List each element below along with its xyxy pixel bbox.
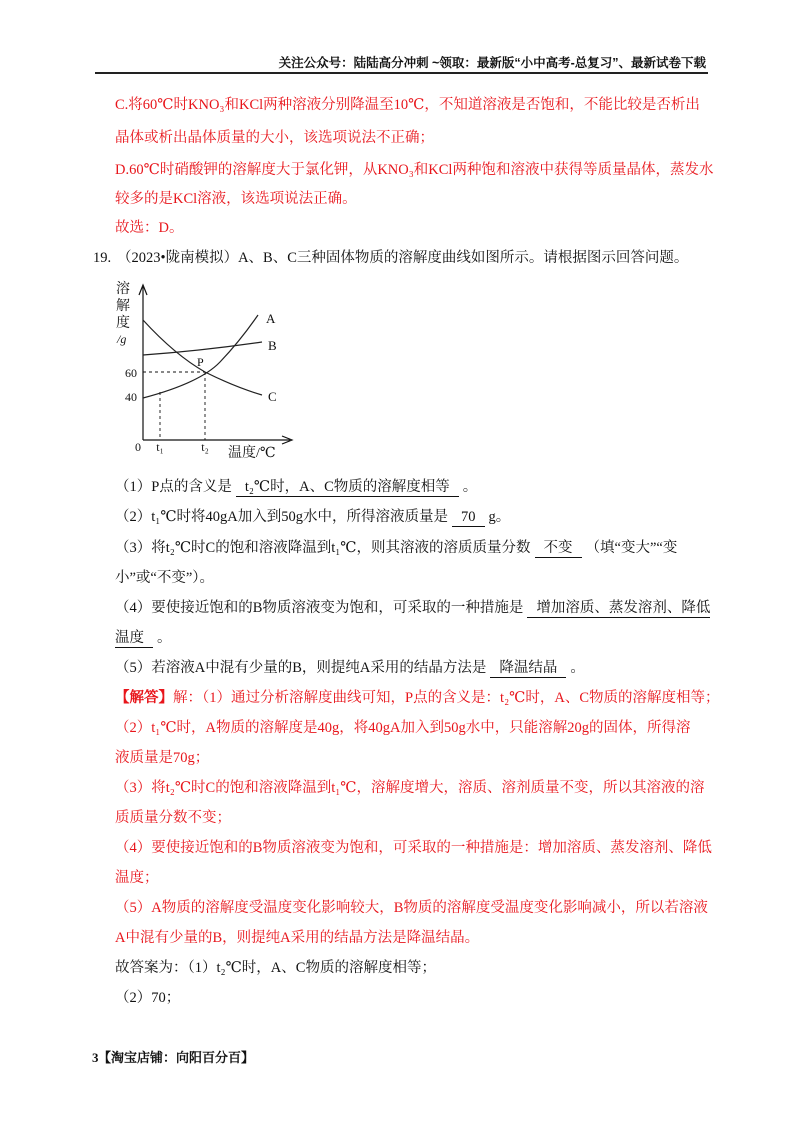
- part-prefix: （2）t₁℃时将40gA加入到50g水中，所得溶液质量是: [115, 509, 449, 525]
- part-suffix: 。: [157, 630, 172, 646]
- solution-line: 质质量分数不变；: [115, 810, 231, 826]
- part-prefix: （3）将t₂℃时C的饱和溶液降温到t₁℃，则其溶液的溶质质量分数: [115, 540, 531, 556]
- answer-blank-continuation: 温度: [115, 629, 153, 648]
- question-stem: （2023•陇南模拟）A、B、C三种固体物质的溶解度曲线如图所示。请根据图示回答问题。: [117, 250, 689, 266]
- y-axis-label-char: 解: [116, 299, 130, 314]
- x-tick-label: t₁: [156, 440, 164, 454]
- x-axis-label: 温度/℃: [228, 446, 276, 461]
- curve-a-label: A: [266, 311, 276, 326]
- answer-blank: 70: [452, 508, 485, 527]
- solution-line: 液质量是70g；: [115, 750, 210, 766]
- answer-line: （2）70；: [115, 990, 181, 1006]
- solution-first-line: [115, 688, 720, 708]
- origin-label: 0: [135, 440, 141, 454]
- curve-c-label: C: [268, 389, 277, 404]
- intersection-point-label: P: [197, 355, 204, 369]
- x-tick-label: t₂: [201, 440, 209, 454]
- part-prefix: （4）要使接近饱和的B物质溶液变为饱和，可采取的一种措施是: [115, 600, 524, 616]
- solution-line: （2）t₁℃时，A物质的溶解度是40g，将40gA加入到50g水中，只能溶解20g的固体，所得溶: [115, 720, 691, 736]
- answer-blank: 不变: [535, 539, 582, 558]
- header-divider: [95, 72, 708, 74]
- solution-line: （5）A物质的溶解度受温度变化影响较大，B物质的溶解度受温度变化影响减小，所以若溶液: [115, 900, 708, 916]
- y-axis-label-char: 度: [116, 316, 130, 331]
- question-part-3-continuation: 小”或“不变”）。: [115, 570, 215, 586]
- prev-solution-line: 晶体或析出晶体质量的大小，该选项说法不正确；: [115, 130, 434, 146]
- question-part-2: [115, 507, 510, 527]
- solution-line: A中混有少量的B，则提纯A采用的结晶方法是降温结晶。: [115, 930, 480, 946]
- question-number: 19.: [93, 250, 112, 266]
- curve-b: [143, 342, 262, 355]
- answer-blank: 降温结晶: [490, 659, 566, 678]
- part-suffix: （填“变大”“变: [585, 540, 678, 556]
- solution-label: 【解答】: [115, 690, 173, 706]
- question-part-1: [115, 477, 477, 497]
- y-axis-label-char: 溶: [116, 282, 130, 297]
- y-tick-label: 40: [125, 390, 137, 404]
- part-suffix: g。: [488, 509, 511, 525]
- part-prefix: （1）P点的含义是: [115, 479, 232, 495]
- part-suffix: 。: [570, 660, 585, 676]
- question-part-5: [115, 658, 585, 678]
- answer-blank: t₂℃时，A、C物质的溶解度相等: [236, 478, 459, 497]
- prev-solution-line: 较多的是KCl溶液，该选项说法正确。: [115, 191, 357, 207]
- solution-text: 解：（1）通过分析溶解度曲线可知，P点的含义是：t₂℃时，A、C物质的溶解度相等；: [173, 690, 720, 706]
- solution-line: （3）将t₂℃时C的饱和溶液降温到t₁℃，溶解度增大，溶质、溶剂质量不变，所以其溶液的溶: [115, 780, 705, 796]
- y-axis-label-unit: /g: [117, 332, 127, 346]
- answer-blank: 增加溶质、蒸发溶剂、降低: [527, 599, 710, 618]
- curve-b-label: B: [268, 338, 277, 353]
- question-part-4-continuation: [115, 628, 172, 648]
- page-number: 3: [92, 1050, 99, 1065]
- solution-line: （4）要使接近饱和的B物质溶液变为饱和，可采取的一种措施是：增加溶质、蒸发溶剂、降低: [115, 840, 712, 856]
- prev-solution-line: C.将60℃时KNO₃和KCl两种溶液分别降温至10℃，不知道溶液是否饱和，不能比较是否析出: [115, 97, 700, 113]
- solubility-curve-figure: [100, 275, 300, 465]
- question-part-4: [115, 598, 710, 618]
- page-header: 关注公众号：陆陆高分冲刺 ~领取：最新版“小中高考-总复习”、最新试卷下载: [278, 56, 706, 70]
- part-suffix: 。: [462, 479, 478, 495]
- question-part-3: [115, 538, 677, 558]
- solution-line: 温度；: [115, 870, 159, 886]
- prev-solution-line: D.60℃时硝酸钾的溶解度大于氯化钾，从KNO₃和KCl两种饱和溶液中获得等质量晶体，蒸发水: [115, 162, 714, 178]
- footer-shop-text: 【淘宝店铺：向阳百分百】: [98, 1050, 255, 1065]
- answer-line: 故答案为：（1）t₂℃时，A、C物质的溶解度相等；: [115, 960, 436, 976]
- y-tick-label: 60: [125, 366, 137, 380]
- part-prefix: （5）若溶液A中混有少量的B，则提纯A采用的结晶方法是: [115, 660, 487, 676]
- prev-solution-choice: 故选：D。: [115, 220, 184, 236]
